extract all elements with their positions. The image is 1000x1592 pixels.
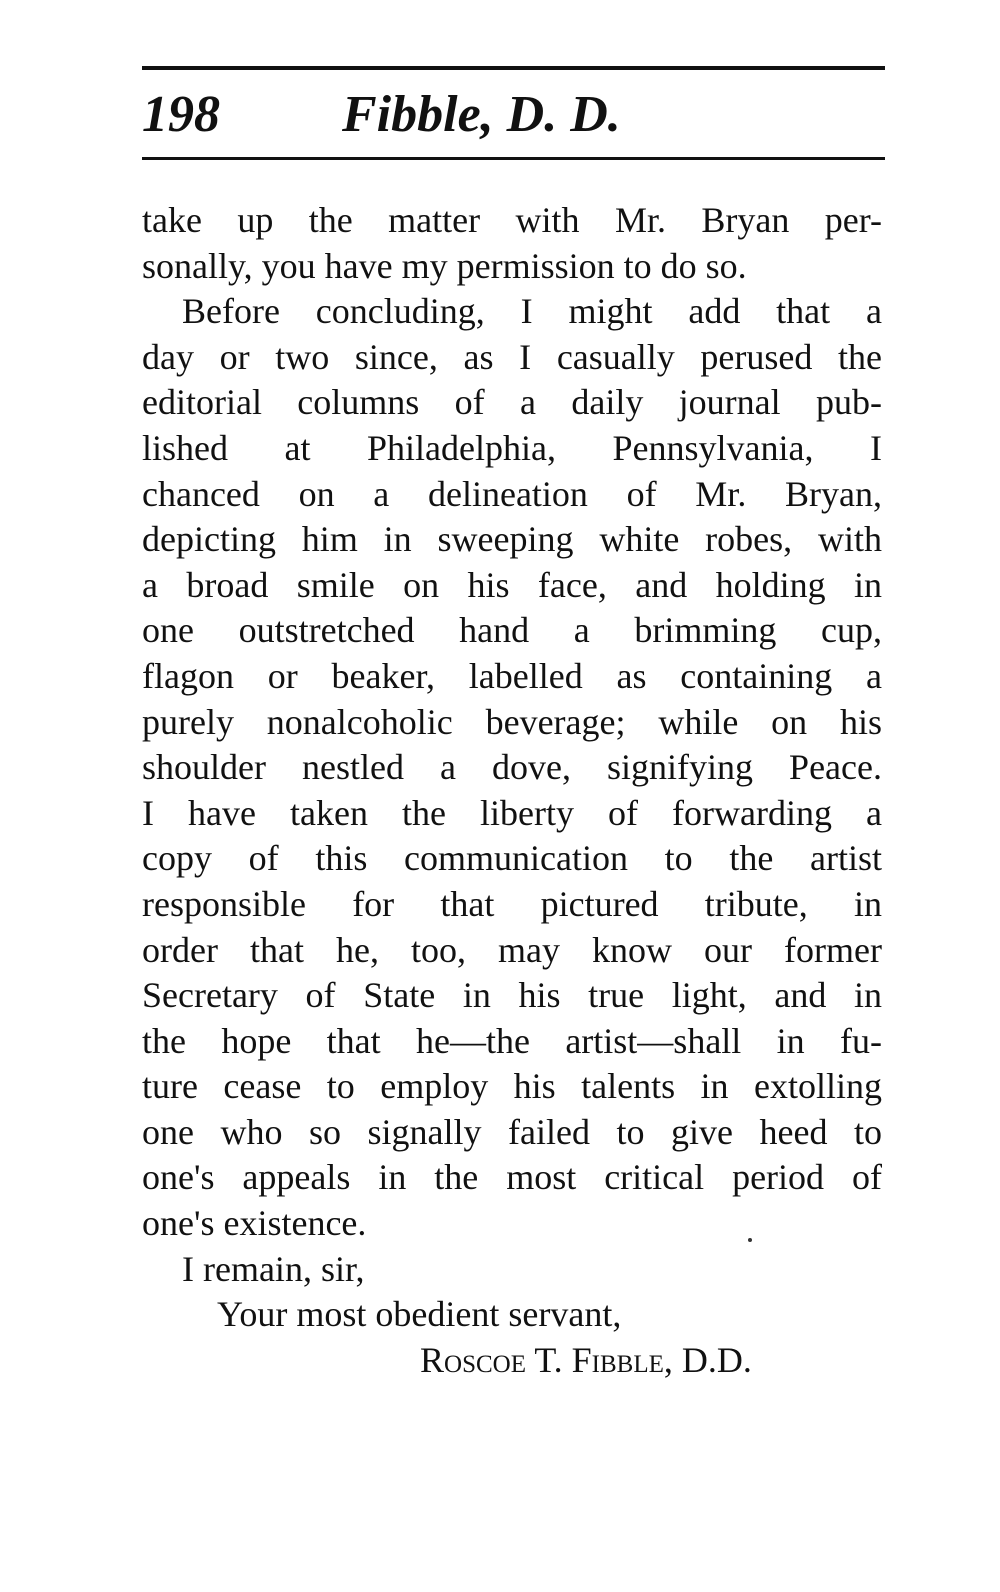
signature: Roscoe T. Fibble, D.D.	[420, 1339, 752, 1380]
text-line: the hope that he—the artist—shall in fu-	[142, 1020, 882, 1061]
closing-salutation: I remain, sir,	[182, 1248, 365, 1289]
text-line: flagon or beaker, labelled as containing a	[142, 655, 882, 696]
text-line: Before concluding, I might add that a	[182, 291, 882, 332]
text-line: depicting him in sweeping white robes, with	[142, 519, 882, 560]
text-line: responsible for that pictured tribute, in	[142, 883, 882, 924]
text-line: shoulder nestled a dove, signifying Peace.	[142, 747, 882, 788]
text-line: a broad smile on his face, and holding in	[142, 564, 882, 605]
header-rule-top	[142, 66, 885, 70]
text-line: take up the matter with Mr. Bryan per-	[142, 200, 882, 240]
book-title: Fibble, D. D.	[342, 86, 621, 143]
text-line: one who so signally failed to give heed to	[142, 1111, 882, 1152]
stray-ink-dot	[748, 1238, 752, 1242]
text-line: order that he, too, may know our former	[142, 929, 882, 970]
text-line: purely nonalcoholic beverage; while on his	[142, 701, 882, 742]
text-line: day or two since, as I casually perused the	[142, 336, 882, 377]
text-line: chanced on a delineation of Mr. Bryan,	[142, 473, 882, 514]
closing-valediction: Your most obedient servant,	[217, 1294, 622, 1335]
body-text	[142, 198, 882, 1383]
text-line: I have taken the liberty of forwarding a	[142, 792, 882, 833]
text-line: Secretary of State in his true light, and in	[142, 975, 882, 1016]
text-line: editorial columns of a daily journal pub-	[142, 382, 882, 423]
page-number: 198	[142, 86, 220, 143]
text-line: lished at Philadelphia, Pennsylvania, I	[142, 427, 882, 468]
text-line: one's appeals in the most critical period of	[142, 1157, 882, 1198]
text-line: one outstretched hand a brimming cup,	[142, 610, 882, 651]
text-line: sonally, you have my permission to do so.	[142, 245, 747, 286]
text-line: one's existence.	[142, 1203, 367, 1244]
running-head	[142, 82, 885, 148]
header-rule-bottom	[142, 157, 885, 160]
text-line: ture cease to employ his talents in extolling	[142, 1066, 882, 1107]
text-line: copy of this communication to the artist	[142, 838, 882, 879]
